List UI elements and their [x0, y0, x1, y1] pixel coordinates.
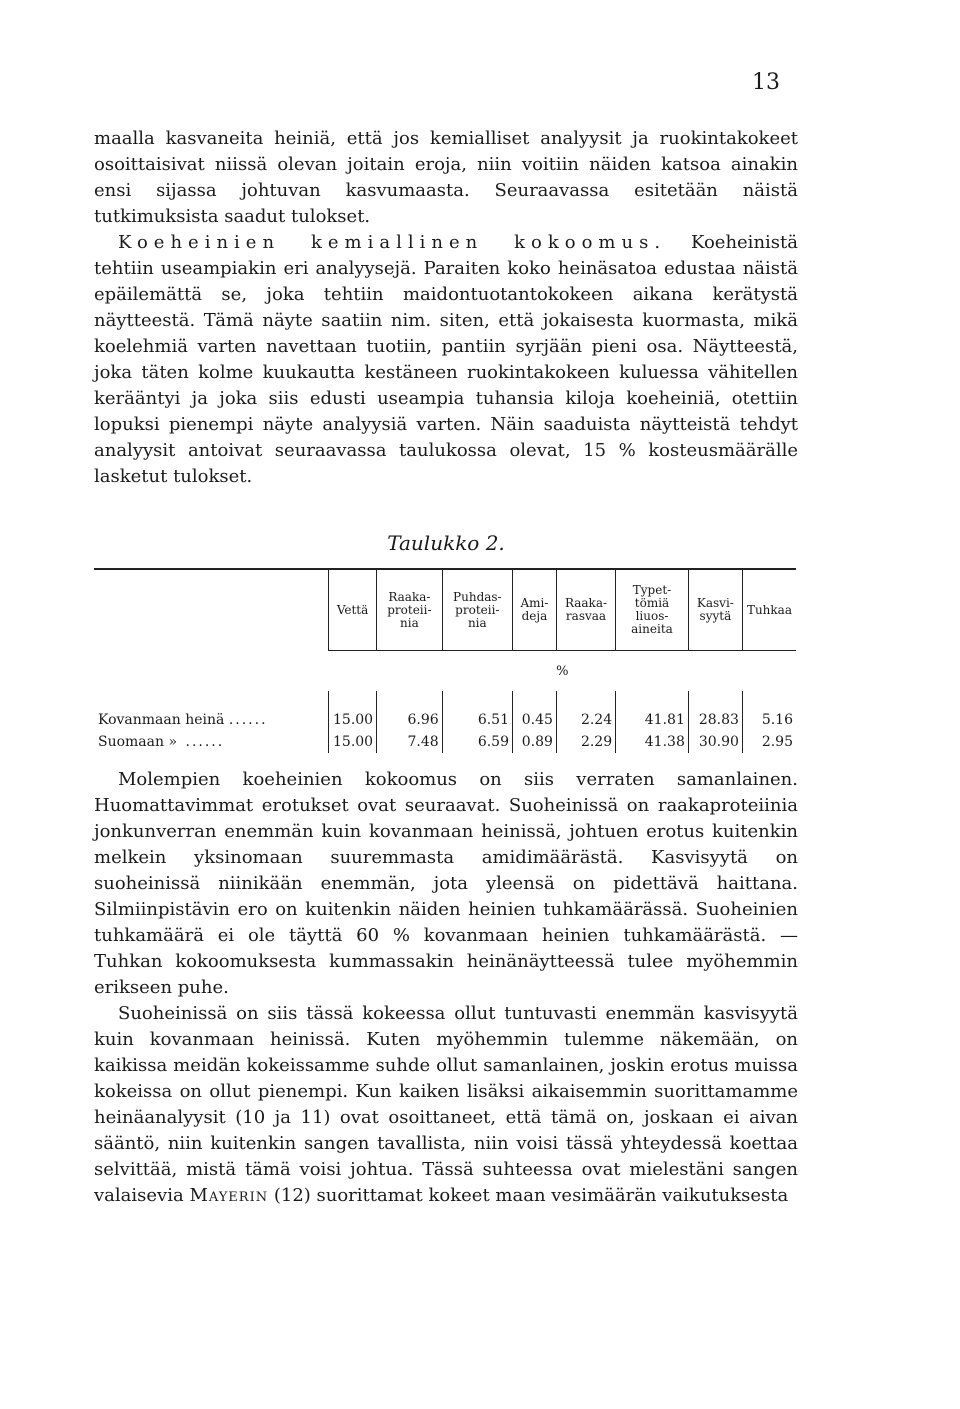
cell: 15.00: [329, 691, 377, 731]
paragraph-intro: maalla kasvaneita heiniä, että jos kemialliset analyysit ja ruokintakokeet osoittaisivat niissä olevan joitain eroja, niin voitiin näiden katsoa ainakin ensi sijassa johtuvan kasvumaasta. Seuraavassa esitetään näistä tutkimuksista saadut tulokset.: [94, 128, 798, 227]
page-number: 13: [752, 70, 780, 95]
cell: 6.96: [377, 691, 443, 731]
cell: 7.48: [377, 731, 443, 753]
section-heading: Koeheinien kemiallinen kokoomus.: [118, 232, 667, 253]
cell: 41.38: [616, 731, 689, 753]
cell: 28.83: [688, 691, 742, 731]
text-block-upper: [94, 126, 798, 490]
unit-row: %: [329, 651, 797, 692]
table-header-vetta: Vettä: [329, 569, 377, 651]
text-block-lower: [94, 767, 798, 1209]
analysis-table: [94, 568, 796, 753]
author-name: Mayerin: [189, 1185, 269, 1206]
cell: 0.45: [512, 691, 556, 731]
table-row: [94, 731, 796, 753]
row-label: Suomaan » ......: [98, 734, 225, 750]
table-header-amideja: Ami-deja: [512, 569, 556, 651]
cell: 6.51: [442, 691, 512, 731]
cell: 6.59: [442, 731, 512, 753]
paragraph-composition-text: Koeheinistä tehtiin useampiakin eri analyysejä. Paraiten koko heinäsatoa edustaa näistä epäilemättä se, joka tehtiin maidontuotantokokeen aikana kerätystä näytteestä. Tämä näyte saatiin nim. siten, että jokaisesta kuormasta, mikä koelehmiä varten navettaan tuotiin, pantiin syrjään pieni osa. Näytteestä, joka täten kolme kuukautta kestäneen ruokintakokeen kuluessa vähitellen kerääntyi ja joka siis edusti useampia tuhansia kiloja koeheiniä, otettiin lopuksi pienempi näyte analyysiä varten. Näin saaduista näytteistä tehdyt analyysit antoivat seuraavassa taulukossa olevat, 15 % kosteusmäärälle lasketut tulokset.: [94, 232, 798, 487]
table-header-kasvisyyta: Kasvi-syytä: [688, 569, 742, 651]
table-header-typettomia: Typet-tömiä liuos-aineita: [616, 569, 689, 651]
cell: 2.24: [556, 691, 615, 731]
cell: 41.81: [616, 691, 689, 731]
table-header-puhdasproteiinia: Puhdas-proteii-nia: [442, 569, 512, 651]
cell: 30.90: [688, 731, 742, 753]
paragraph-comparison: Molempien koeheinien kokoomus on siis verraten samanlainen. Huomattavimmat erotukset ovat seuraavat. Suoheinissä on raakaproteiinia jonkunverran enemmän kuin kovanmaan heinissä, johtuen erotus kuitenkin melkein yksinomaan suuremmasta amidimäärästä. Kasvisyytä on suoheinissä niinikään enemmän, jota yleensä on pidettävä haittana. Silmiinpistävin ero on kuitenkin näiden heinien tuhkamäärässä. Suoheinien tuhkamäärä ei ole täyttä 60 % kovanmaan heinien tuhkamäärästä. — Tuhkan kokoomuksesta kummassakin heinänäytteessä tulee myöhemmin erikseen puhe.: [94, 769, 798, 998]
cell: 2.29: [556, 731, 615, 753]
cell: 0.89: [512, 731, 556, 753]
paragraph-fibre: Suoheinissä on siis tässä kokeessa ollut tuntuvasti enemmän kasvisyytä kuin kovanmaan heinissä. Kuten myöhemmin tulemme näkemään, on kaikissa meidän kokeissamme suhde ollut samanlainen, joskin erotus muissa kokeissa on ollut pienempi. Kun kaiken lisäksi aikaisemmin suorittamamme heinäanalyysit (10 ja 11) ovat osoittaneet, että tämä on, joskaan ei aivan sääntö, niin kuitenkin sangen tavallista, niin voisi tässä yhteydessä koettaa selvittää, mistä tämä voisi johtua. Tässä suhteessa ovat mielestäni sangen valaisevia Mayerin (12) suorittamat kokeet maan vesimäärän vaikutuksesta: [94, 1003, 798, 1206]
table-header-raakarasvaa: Raaka-rasvaa: [556, 569, 615, 651]
cell: 15.00: [329, 731, 377, 753]
table-header-raakaproteiinia: Raaka-proteii-nia: [377, 569, 443, 651]
row-label: Kovanmaan heinä ......: [98, 712, 268, 728]
cell: 5.16: [742, 691, 796, 731]
table-caption: Taulukko 2.: [387, 531, 505, 555]
unit-label-empty: [94, 651, 329, 692]
paragraph-composition: [94, 230, 798, 490]
cell: 2.95: [742, 731, 796, 753]
table-header-empty: [94, 569, 329, 651]
table-header-tuhkaa: Tuhkaa: [742, 569, 796, 651]
table-row: [94, 691, 796, 731]
